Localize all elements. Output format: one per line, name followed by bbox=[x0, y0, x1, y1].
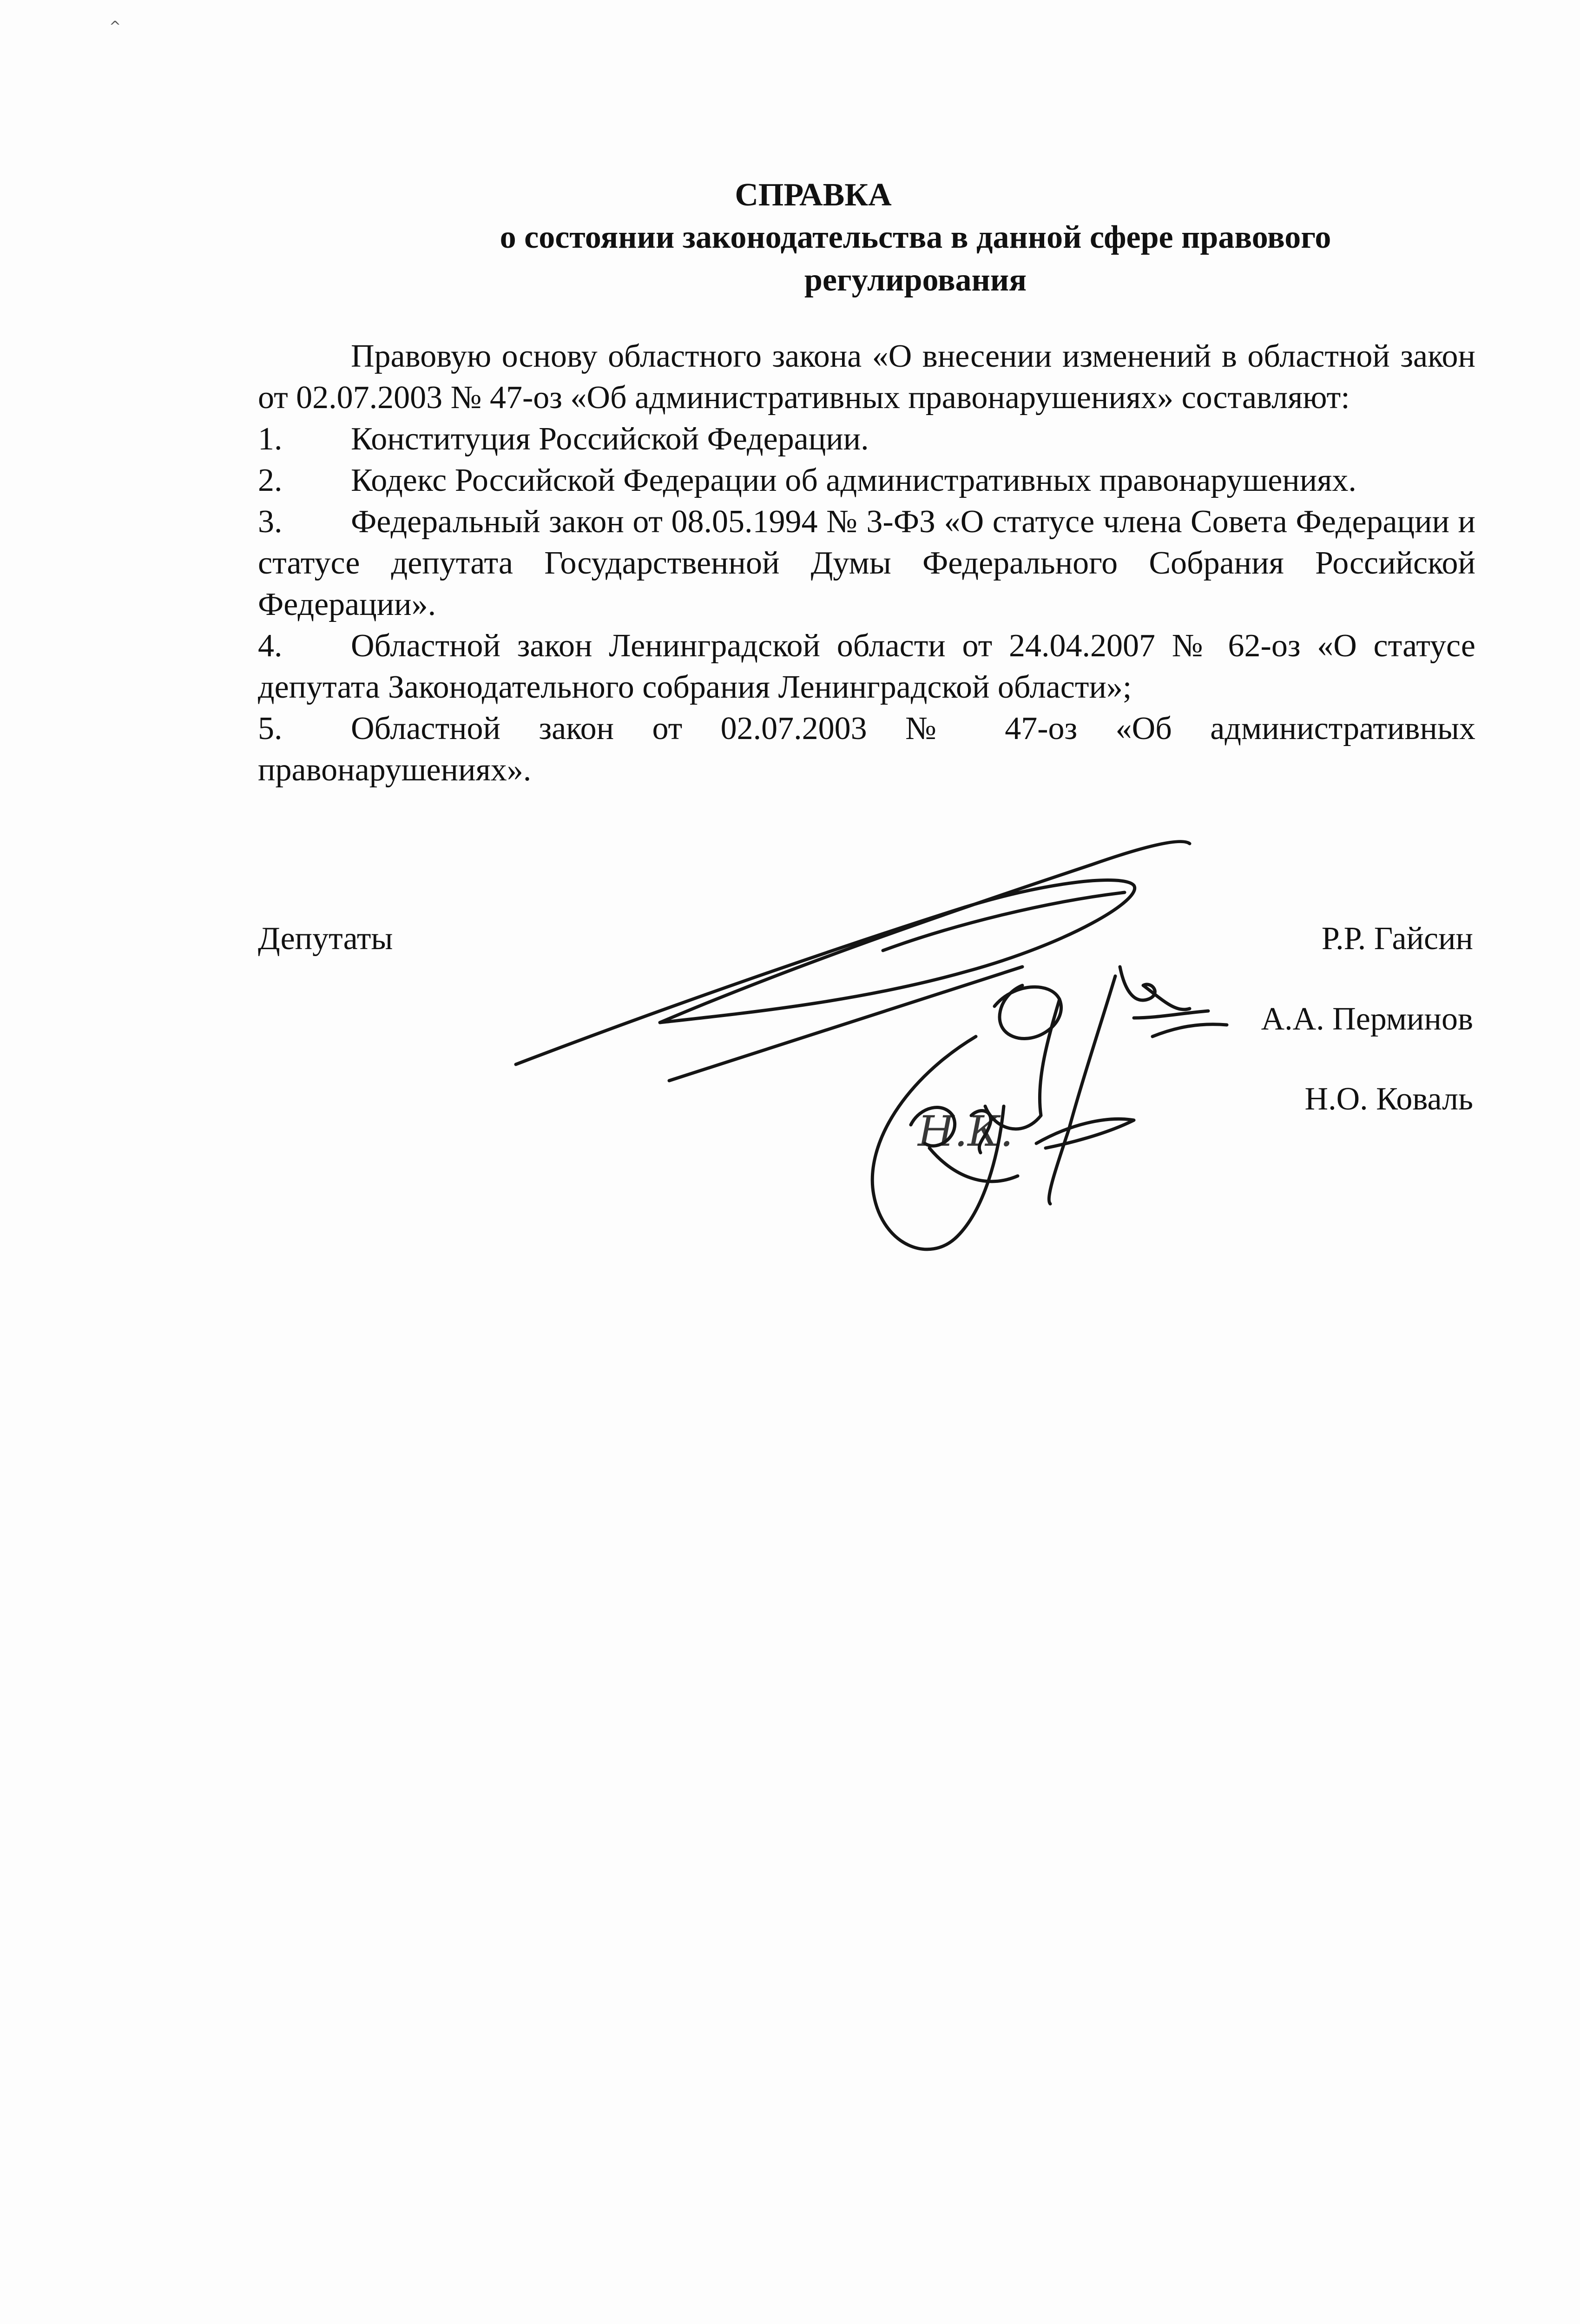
list-item-text: Кодекс Российской Федерации об административных правонарушениях. bbox=[351, 462, 1356, 498]
list-item-number: 4. bbox=[258, 628, 283, 664]
document-subtitle bbox=[428, 216, 1403, 302]
signature-stroke-11 bbox=[911, 1108, 955, 1146]
subtitle-line-1: о состоянии законодательства в данной сфере правового bbox=[500, 219, 1331, 255]
list-item-text: Областной закон от 02.07.2003 № 47-оз «Об административных правонарушениях». bbox=[258, 711, 1475, 788]
list-item-number: 5. bbox=[258, 711, 283, 746]
signature-stroke-7 bbox=[1134, 1011, 1208, 1018]
signer-name-1: Р.Р. Гайсин bbox=[1321, 921, 1473, 957]
list-item bbox=[258, 460, 1475, 501]
signature-stroke-5 bbox=[1049, 976, 1115, 1204]
signature-stroke-13 bbox=[1036, 1119, 1134, 1148]
list-item-number: 1. bbox=[258, 421, 283, 457]
signature-stroke-6 bbox=[1120, 967, 1190, 1010]
list-item-number: 2. bbox=[258, 462, 283, 498]
signature-stroke-1 bbox=[516, 842, 1190, 1064]
list-item-text: Областной закон Ленинградской области от 24.04.2007 № 62-оз «О статусе депутата Законодательного собрания Ленинградской области»; bbox=[258, 628, 1475, 705]
signature-initials: Н.К. bbox=[918, 1107, 1014, 1156]
list-item bbox=[258, 418, 1475, 460]
intro-paragraph: Правовую основу областного закона «О внесении изменений в областной закон от 02.07.2003 № 47-оз «Об административных правонарушениях» составляют: bbox=[258, 338, 1475, 416]
list-item-text: Федеральный закон от 08.05.1994 № 3-ФЗ «О статусе члена Совета Федерации и статусе депутата Государственной Думы Федерального Собрания Российской Федерации». bbox=[258, 504, 1475, 622]
signature-stroke-3 bbox=[883, 892, 1125, 951]
signature-stroke-9 bbox=[985, 999, 1060, 1129]
signature-stroke-2 bbox=[669, 967, 1022, 1081]
list-item-number: 3. bbox=[258, 504, 283, 540]
signers-label: Депутаты bbox=[258, 921, 393, 957]
signature-stroke-8 bbox=[1152, 1024, 1227, 1037]
signature-stroke-4 bbox=[994, 985, 1061, 1039]
list-item bbox=[258, 708, 1475, 791]
signature-stroke-10 bbox=[872, 1037, 1004, 1249]
document-title: СПРАВКА bbox=[735, 177, 892, 213]
list-item-text: Конституция Российской Федерации. bbox=[351, 421, 869, 457]
list-item bbox=[258, 501, 1475, 625]
corner-mark: ^ bbox=[109, 19, 121, 35]
signature-stroke-12 bbox=[971, 1111, 991, 1153]
signer-name-2: А.А. Перминов bbox=[1261, 1001, 1473, 1037]
signer-name-3: Н.О. Коваль bbox=[1304, 1081, 1473, 1117]
list-item bbox=[258, 625, 1475, 708]
signature-stroke-14 bbox=[929, 1148, 1018, 1182]
document-body bbox=[258, 336, 1475, 791]
subtitle-line-2: регулирования bbox=[804, 262, 1027, 298]
